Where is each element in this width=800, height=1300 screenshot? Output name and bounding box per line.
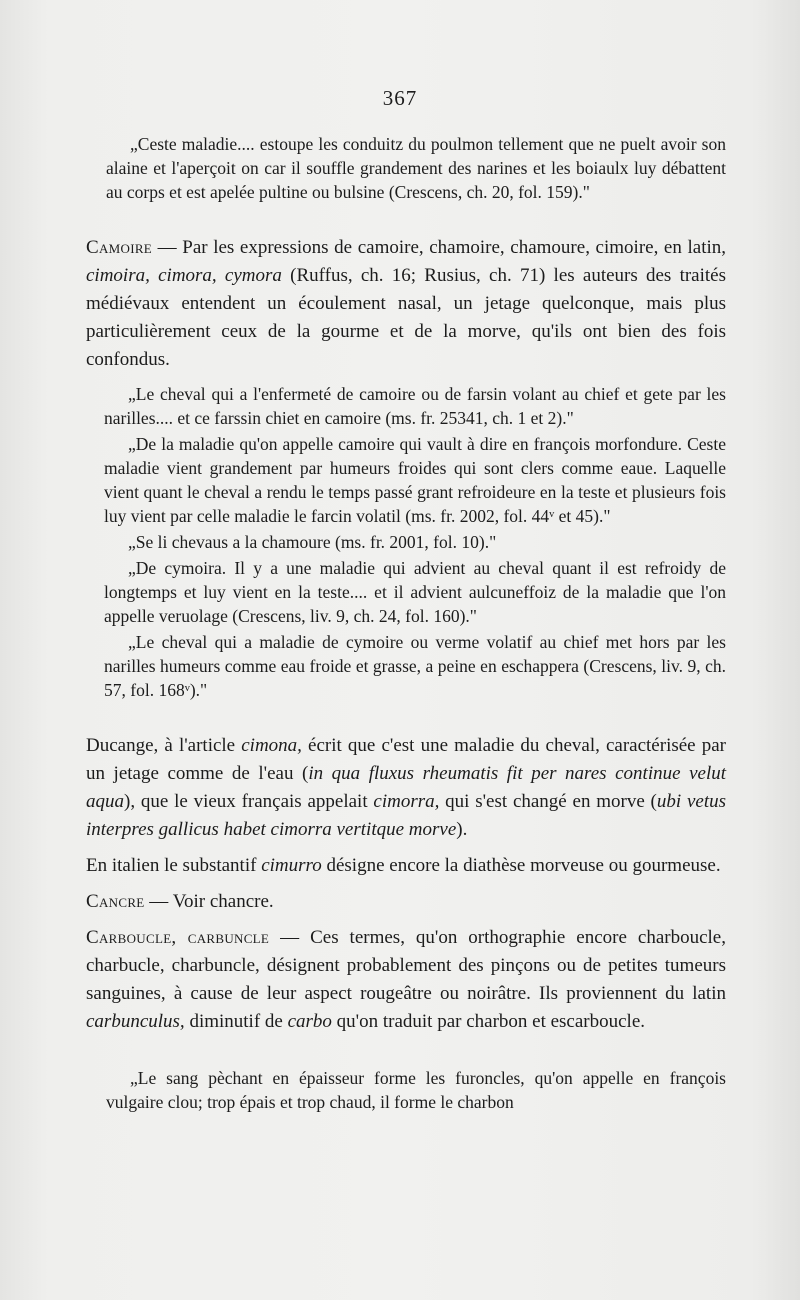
entry-term: Cancre: [86, 891, 145, 912]
quote-item: „De cymoira. Il y a une maladie qui advient au cheval quant il est refroidy de longtemps et luy vient en la teste.... et il advient aulcuneffoiz de la maladie que l'on appelle veruolage (Crescens, liv. 9, ch. 24, fol. 160).": [104, 558, 726, 626]
quote-item: „Le cheval qui a l'enfermeté de camoire ou de farsin volant au chief et gete par les narilles.... et ce farssin chiet en camoire (ms. fr. 25341, ch. 1 et 2).": [104, 384, 726, 428]
page-number: 367: [382, 86, 418, 110]
entry-cancre: Cancre — Voir chancre.: [86, 891, 274, 912]
page-content: [86, 132, 726, 1114]
quote-top: „Ceste maladie.... estoupe les conduitz du poulmon tellement que ne puelt avoir son alaine et l'aperçoit on car il souffle grandement des narines et les boiaulx luy débattent au corps et est apelée pultine ou bulsine (Crescens, ch. 20, fol. 159).": [106, 134, 726, 202]
entry-term: Carboucle, carbuncle: [86, 927, 270, 948]
quote-bottom: „Le sang pèchant en épaisseur forme les furoncles, qu'on appelle en françois vulgaire clou; trop épais et trop chaud, il forme le charbon: [106, 1068, 726, 1112]
quote-item: „De la maladie qu'on appelle camoire qui vault à dire en françois morfondure. Ceste maladie vient grandement par humeurs froides qui sont clers comme eaue. Laquelle vient quant le cheval a rendu le temps passé grant refroideure en la teste et plusieurs fois luy vient par celle maladie le farcin volatil (ms. fr. 2002, fol. 44ᵛ et 45).": [104, 434, 726, 526]
quote-item: „Se li chevaus a la chamoure (ms. fr. 2001, fol. 10).": [128, 532, 497, 552]
quote-item: „Le cheval qui a maladie de cymoire ou verme volatif au chief met hors par les narilles humeurs comme eau froide et grasse, a peine en eschappera (Crescens, liv. 9, ch. 57, fol. 168ᵛ).": [104, 632, 726, 700]
entry-camoire: Camoire — Par les expressions de camoire, chamoire, chamoure, cimoire, en latin, cimoira, cimora, cymora (Ruffus, ch. 16; Rusius, ch. 71) les auteurs des traités médiévaux entendent un écoulement nasal, un jetage quelconque, mais plus particulièrement ceux de la gourme et de la morve, qu'ils ont bien des fois confondus.: [86, 237, 726, 370]
paragraph-italien: En italien le substantif cimurro désigne encore la diathèse morveuse ou gourmeuse.: [86, 855, 721, 876]
paragraph-ducange: Ducange, à l'article cimona, écrit que c'est une maladie du cheval, caractérisée par un jetage comme de l'eau (in qua fluxus rheumatis fit per nares continue velut aqua), que le vieux français appelait cimorra, qui s'est changé en morve (ubi vetus interpres gallicus habet cimorra vertitque morve).: [86, 735, 727, 840]
entry-carboucle: Carboucle, carbuncle — Ces termes, qu'on orthographie encore charboucle, charbucle, charbuncle, désignent probablement des pinçons ou de petites tumeurs sanguines, à cause de leur aspect rougeâtre ou noirâtre. Ils proviennent du latin carbunculus, diminutif de carbo qu'on traduit par charbon et escarboucle.: [86, 927, 726, 1032]
camoire-quotes: [104, 382, 726, 702]
entry-term: Camoire: [86, 237, 153, 258]
